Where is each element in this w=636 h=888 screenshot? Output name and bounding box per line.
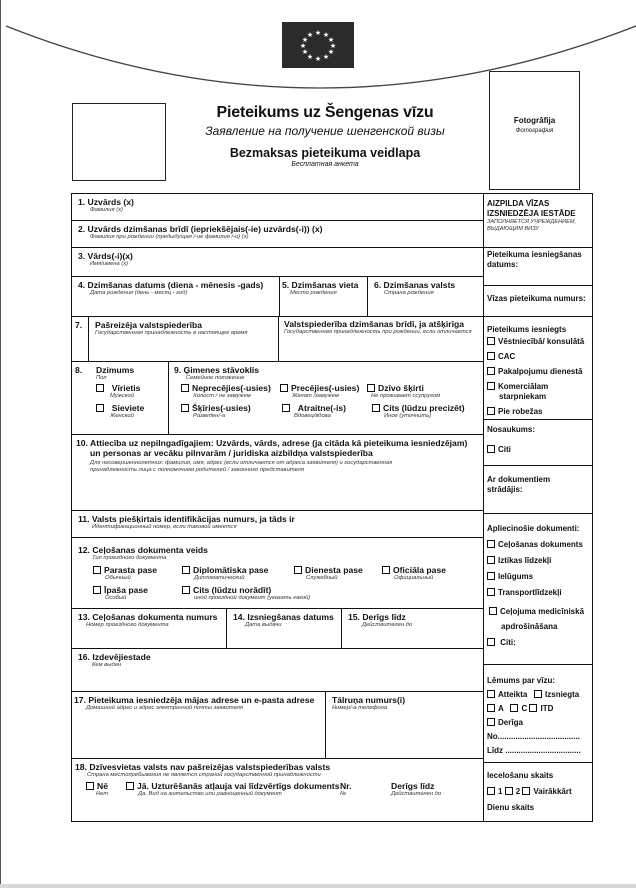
office-use-column <box>484 194 592 821</box>
field-label: 4. Dzimšanas datums (diena - mēnesis -gads) <box>78 280 264 290</box>
office-name-label: Nosaukums: <box>487 425 536 434</box>
option-special-passport[interactable] <box>93 585 148 602</box>
svg-text:★: ★ <box>322 53 330 61</box>
checkbox[interactable] <box>181 384 189 392</box>
option-entries-multiple[interactable] <box>522 787 571 796</box>
page-bottom-edge <box>0 884 636 888</box>
field-label: 9. Ģimenes stāvoklis <box>174 365 260 375</box>
checkbox[interactable] <box>522 787 530 795</box>
field-nationality-at-birth[interactable] <box>279 317 484 361</box>
office-submitted-label: Pieteikums iesniegts <box>487 325 567 334</box>
option-sublabel: Холост / не замужем <box>193 393 251 399</box>
field-number-7 <box>72 317 89 361</box>
field-birth-place[interactable] <box>280 277 368 316</box>
field-label: 18. Dzīvesvietas valsts nav pašreizējas valstspiederības valsts <box>75 762 331 772</box>
field-sublabel: Государственная принадлежность в настоящее время <box>95 330 248 336</box>
svg-text:★: ★ <box>314 55 322 63</box>
field-travel-doc-number[interactable] <box>72 609 227 648</box>
svg-text:★: ★ <box>322 31 330 39</box>
checkbox[interactable] <box>182 566 190 574</box>
option-type-itd[interactable] <box>529 704 553 713</box>
field-label: Nr. <box>340 781 352 791</box>
option-label: Transportlīdzekļi <box>498 588 562 597</box>
checkbox[interactable] <box>487 638 495 646</box>
svg-text:★: ★ <box>327 48 335 56</box>
office-date[interactable] <box>484 248 592 286</box>
option-sublabel: Мужской <box>110 393 134 399</box>
field-sublabel: Государственная принадлежность при рождении, если отличается <box>284 329 472 335</box>
checkbox[interactable] <box>487 337 495 345</box>
field-label: Dzimums <box>96 365 135 375</box>
svg-text:★: ★ <box>329 42 337 50</box>
field-current-nationality[interactable] <box>89 317 279 361</box>
option-label: Oficiāla pase <box>393 565 447 575</box>
option-divorced[interactable] <box>181 403 251 420</box>
option-label: Īpaša pase <box>104 585 148 595</box>
option-label: Derīga <box>498 718 523 727</box>
office-entries <box>484 763 592 821</box>
field-label: 13. Ceļošanas dokumenta numurs <box>78 612 218 622</box>
field-sublabel-cont: принадлежность лица с полномочием родителей / законного представителя <box>90 467 305 473</box>
field-label: 12. Ceļošanas dokumenta veids <box>78 545 208 555</box>
field-sublabel: Фамилия при рождении (предыдущая /-ие фамилия /-и) (x) <box>90 234 249 240</box>
checkbox[interactable] <box>294 566 302 574</box>
checkbox[interactable] <box>93 586 101 594</box>
checkbox[interactable] <box>487 367 495 375</box>
checkbox[interactable] <box>510 704 518 712</box>
option-label: Vairākkārt <box>533 787 572 796</box>
field-label: Valstspiederība dzimšanas brīdī, ja atšķirīga <box>284 319 465 329</box>
option-label: Diplomātiska pase <box>193 565 269 575</box>
field-label: 15. Derīgs līdz <box>348 612 406 622</box>
option-other-docs[interactable] <box>487 638 589 648</box>
option-sublabel: Особый <box>105 595 127 601</box>
field-sublabel: Идентификационный номер, если таковой имеется <box>92 524 237 530</box>
checkbox[interactable] <box>487 588 495 596</box>
option-service-provider[interactable] <box>487 367 589 377</box>
checkbox[interactable] <box>487 690 495 698</box>
option-label: Sieviete <box>111 403 145 413</box>
option-sublabel: Иное (уточнить) <box>384 413 432 419</box>
option-label: Parasta pase <box>104 565 158 575</box>
checkbox[interactable] <box>487 787 495 795</box>
option-label: Neprecējies(-usies) <box>192 383 271 393</box>
checkbox[interactable] <box>96 384 104 392</box>
option-diplomatic-passport[interactable] <box>182 565 268 582</box>
option-label: Ielūgums <box>498 572 534 581</box>
field-label: 17. Pieteikuma iesniedzēja mājas adrese un e-pasta adrese <box>74 695 315 705</box>
option-border[interactable] <box>487 407 589 417</box>
checkbox[interactable] <box>489 607 497 615</box>
field-valid-from[interactable] <box>487 732 589 742</box>
office-name[interactable] <box>484 420 592 466</box>
field-sublabel: Страна местопребывания не является страной государственной принадлежности <box>87 772 321 778</box>
days-label: Dienu skaits <box>487 803 535 812</box>
field-surname-at-birth[interactable] <box>72 221 483 248</box>
option-residence-yes[interactable] <box>126 781 340 798</box>
field-sublabel: Место рождения <box>290 290 337 296</box>
svg-text:★: ★ <box>299 42 307 50</box>
field-label: Pašreizēja valstspiederība <box>95 320 203 330</box>
field-permit-valid-until[interactable] <box>391 781 441 798</box>
option-label: Cits (lūdzu precizēt) <box>383 403 465 413</box>
checkbox[interactable] <box>96 404 104 412</box>
option-separated[interactable] <box>367 383 440 400</box>
field-birth-country[interactable] <box>368 277 484 316</box>
option-sublabel: Нет <box>96 791 109 797</box>
supporting-docs-label: Apliecinošie dokumenti: <box>487 524 580 533</box>
option-label: Šķīries(-usies) <box>192 403 251 413</box>
option-sublabel: Женат /замужем <box>292 393 339 399</box>
option-label: Iztikas līdzekļi <box>498 556 552 565</box>
option-type-a[interactable] <box>487 704 504 713</box>
option-sublabel: иной проездной документ (указать какой) <box>194 595 311 601</box>
field-sublabel: Страна рождения <box>384 290 434 296</box>
checkbox[interactable] <box>372 404 380 412</box>
application-form <box>71 193 593 822</box>
checkbox[interactable] <box>487 572 495 580</box>
office-number-label: Vīzas pieteikuma numurs: <box>487 294 586 303</box>
checkbox[interactable] <box>534 690 542 698</box>
decision-options <box>487 690 589 700</box>
field-sublabel: Номер/-а телефона <box>332 705 388 711</box>
checkbox[interactable] <box>487 407 495 415</box>
checkbox[interactable] <box>282 404 290 412</box>
option-single[interactable] <box>181 383 271 400</box>
checkbox[interactable] <box>93 566 101 574</box>
field-sublabel: Имя/имена (x) <box>90 261 129 267</box>
field-phone[interactable] <box>326 692 484 758</box>
field-minor-guardian[interactable] <box>72 435 483 511</box>
svg-text:★: ★ <box>314 29 322 37</box>
decision-label: Lēmums par vīzu: <box>487 676 556 685</box>
office-heading-ru: ЗАПОЛНЯЕТСЯ УЧРЕЖДЕНИЕМ, ВЫДАЮЩИМ ВИЗУ <box>487 219 577 232</box>
option-cac[interactable] <box>487 352 589 362</box>
option-label: Dienesta pase <box>305 565 363 575</box>
field-valid-until[interactable] <box>342 609 484 648</box>
checkbox[interactable] <box>487 352 495 360</box>
option-entries-1[interactable] <box>487 787 502 796</box>
option-sublabel: Дипломатический <box>194 575 245 581</box>
svg-text:★: ★ <box>306 53 314 61</box>
checkbox[interactable] <box>487 540 495 548</box>
option-travel-doc[interactable] <box>487 540 589 550</box>
option-medical-insurance[interactable] <box>487 604 601 634</box>
option-sublabel: Вдовец/вдова <box>294 413 331 419</box>
office-handler[interactable] <box>484 466 592 514</box>
checkbox[interactable] <box>487 704 495 712</box>
option-label: Vīrietis <box>111 383 141 393</box>
office-date-label: Pieteikuma iesniegšanas datums: <box>487 250 582 269</box>
option-female[interactable] <box>96 403 144 420</box>
field-sublabel: Пол <box>96 375 107 381</box>
row-contact <box>72 692 483 759</box>
field-label: 6. Dzimšanas valsts <box>374 280 456 290</box>
field-label: Derīgs līdz <box>391 781 435 791</box>
photo-label-ru: Фотография <box>515 128 554 134</box>
option-entries-2[interactable] <box>505 787 520 796</box>
entries-label: Iecelošanu skaits <box>487 771 554 780</box>
option-label: C <box>521 704 528 713</box>
office-handler-label: Ar dokumentiem strādājis: <box>487 475 551 494</box>
checkbox[interactable] <box>487 556 495 564</box>
svg-text:★: ★ <box>301 48 309 56</box>
option-label: Citi: <box>500 638 516 647</box>
office-number[interactable] <box>484 286 592 317</box>
checkbox[interactable] <box>529 704 537 712</box>
checkbox[interactable] <box>181 404 189 412</box>
svg-text:★: ★ <box>327 36 335 44</box>
option-sublabel: Да. Вид на жительство или равноценный документ <box>138 791 282 797</box>
option-label: Dzīvo šķirti <box>378 383 424 393</box>
option-label: CAC <box>498 352 516 361</box>
option-label: 1 <box>498 787 503 796</box>
option-label: Izsniegta <box>545 690 580 699</box>
checkbox[interactable] <box>487 718 495 726</box>
option-sublabel: Женский <box>110 413 134 419</box>
field-home-address-email[interactable] <box>72 692 326 758</box>
field-number: 7. <box>75 320 83 330</box>
checkbox[interactable] <box>280 384 288 392</box>
option-widowed[interactable] <box>282 403 346 420</box>
page-title-ru: Заявление на получение шенгенской визы <box>205 124 445 138</box>
checkbox[interactable] <box>367 384 375 392</box>
field-label-cont: un personas ar vecāku pilnvarām / juridiska aizbildņa valstspiederība <box>90 448 373 458</box>
photo-box[interactable] <box>489 71 580 190</box>
field-label: 2. Uzvārds dzimšanas brīdī (iepriekšējais(-ie) uzvārds(-i)) (x) <box>78 224 323 234</box>
svg-text:★: ★ <box>306 31 314 39</box>
field-label: 5. Dzimšanas vieta <box>282 280 359 290</box>
option-label: Atraitne(-is) <box>297 403 347 413</box>
option-sublabel: Разведен/-а <box>193 413 226 419</box>
option-label: 2 <box>515 787 521 796</box>
form-title-block <box>180 104 470 168</box>
office-supporting-docs <box>484 514 592 665</box>
field-residence <box>72 759 483 821</box>
page-subtitle: Bezmaksas pieteikuma veidlapa <box>229 146 421 160</box>
option-label: A <box>498 704 504 713</box>
row-travel-doc <box>72 609 483 649</box>
field-sublabel: Тип проездного документа <box>92 555 167 561</box>
checkbox[interactable] <box>487 382 495 390</box>
field-sublabel: Номер проездного документа <box>86 622 169 628</box>
field-sublabel: Семейное положение <box>186 375 245 381</box>
option-sublabel: Официальный <box>394 575 434 581</box>
checkbox[interactable] <box>126 782 134 790</box>
option-label: ITD <box>540 704 554 713</box>
field-sublabel: Действителен до <box>391 791 442 797</box>
field-label: 11. Valsts piešķirtais identifikācijas numurs, ja tāds ir <box>78 514 295 524</box>
row-birth <box>72 277 483 317</box>
option-sublabel: Служебный <box>306 575 338 581</box>
option-official-passport[interactable] <box>382 565 446 582</box>
field-first-names[interactable] <box>72 248 483 277</box>
checkbox[interactable] <box>487 445 495 453</box>
applicant-section <box>72 194 484 821</box>
option-sublabel: Не проживает ссупругом <box>371 393 441 399</box>
page-edge <box>0 0 1 888</box>
option-label: Komerciālam starpniekam <box>498 382 549 401</box>
row-nationality <box>72 317 483 362</box>
office-heading <box>484 194 592 248</box>
option-valid[interactable] <box>487 718 589 728</box>
field-label: 14. Izsniegšanas datums <box>233 612 334 622</box>
checkbox[interactable] <box>86 782 94 790</box>
option-male[interactable] <box>96 383 140 400</box>
option-transport[interactable] <box>487 588 589 598</box>
option-label: Ceļojuma medicīniskā apdrošināšana <box>500 607 585 631</box>
option-label: Pie robežas <box>498 407 543 416</box>
field-marital-status <box>169 362 484 434</box>
checkbox[interactable] <box>505 787 513 795</box>
office-heading-text: AIZPILDA VĪZAS IZSNIEDZĒJA IESTĀDE <box>487 199 576 218</box>
option-sublabel: Обычный <box>105 575 131 581</box>
page-title: Pieteikums uz Šengenas vīzu <box>216 104 434 121</box>
option-label: Nē <box>97 781 108 791</box>
field-label: 3. Vārds(-i)(x) <box>78 251 133 261</box>
svg-text:★: ★ <box>301 36 309 44</box>
visa-type-options <box>487 704 589 714</box>
valid-to-label: Līdz .................................. <box>487 746 581 755</box>
option-invitation[interactable] <box>487 572 589 582</box>
field-label: 16. Izdevējiestade <box>78 652 151 662</box>
option-ordinary-passport[interactable] <box>93 565 157 582</box>
option-other-marital[interactable] <box>372 403 465 420</box>
field-sex <box>72 362 169 434</box>
field-sublabel: Дата выдачи <box>245 622 282 628</box>
office-submitted <box>484 317 592 420</box>
photo-label: Fotogrāfija <box>513 116 556 125</box>
option-means-subsistence[interactable] <box>487 556 589 566</box>
option-commercial-intermediary[interactable] <box>487 382 573 402</box>
option-residence-no[interactable] <box>86 781 108 798</box>
field-sublabel: Домашний адрес и адрес электронной почты заявителя <box>86 705 243 711</box>
option-other-submission[interactable] <box>487 445 589 455</box>
checkbox[interactable] <box>182 586 190 594</box>
option-label: Citi <box>498 445 511 454</box>
field-travel-doc-type <box>72 538 483 609</box>
option-refused[interactable] <box>487 690 527 699</box>
option-label: Atteikta <box>498 690 528 699</box>
row-sex-marital <box>72 362 483 435</box>
option-label: Pakalpojumu dienestā <box>498 367 583 376</box>
field-valid-to[interactable] <box>487 746 589 756</box>
entries-options <box>487 787 589 797</box>
option-label: Precējies(-usies) <box>291 383 360 393</box>
stamp-box <box>72 103 166 181</box>
option-issued[interactable] <box>534 690 579 699</box>
option-other-doc[interactable] <box>182 585 310 602</box>
field-label: 10. Attiecība uz nepilngadīgajiem: Uzvārds, vārds, adrese (ja citāda kā pieteikuma iesniedzējam) <box>76 438 468 448</box>
field-label: Tālruņa numurs(i) <box>332 695 406 705</box>
field-sublabel: Для несовершеннолетних: фамилия, имя, адрес (если отличается от адреса заявителя) и государственная <box>90 460 393 466</box>
field-issued-by[interactable] <box>72 649 483 692</box>
page-subtitle-ru: Бесплатная анкета <box>291 161 359 168</box>
field-sublabel: Действителен до <box>362 622 413 628</box>
checkbox[interactable] <box>382 566 390 574</box>
field-sublabel: Фамилия (x) <box>90 207 123 213</box>
option-embassy[interactable] <box>487 337 589 347</box>
field-sublabel: № <box>340 791 347 797</box>
field-sublabel: Дата рождения (день - месяц - год) <box>90 290 188 296</box>
option-label: Cits (lūdzu norādīt) <box>193 585 272 595</box>
valid-from-label: No..................................... <box>487 732 580 741</box>
field-national-id[interactable] <box>72 511 483 538</box>
eu-flag-icon <box>282 22 354 68</box>
field-number: 8. <box>75 365 83 375</box>
option-married[interactable] <box>280 383 359 400</box>
option-type-c[interactable] <box>510 704 527 713</box>
field-birth-date[interactable] <box>72 277 280 316</box>
office-decision <box>484 665 592 763</box>
option-label: Vēstniecībā/ konsulātā <box>498 337 585 346</box>
field-label: 1. Uzvārds (x) <box>78 197 134 207</box>
option-label: Ceļošanas dokuments <box>498 540 583 549</box>
field-issue-date[interactable] <box>227 609 342 648</box>
option-service-passport[interactable] <box>294 565 363 582</box>
option-label: Jā. Uzturēšanās atļauja vai līdzvērtīgs dokuments <box>137 781 340 791</box>
field-surname[interactable] <box>72 194 483 221</box>
field-permit-number[interactable] <box>340 781 351 798</box>
field-sublabel: Кем выдан <box>92 662 122 668</box>
